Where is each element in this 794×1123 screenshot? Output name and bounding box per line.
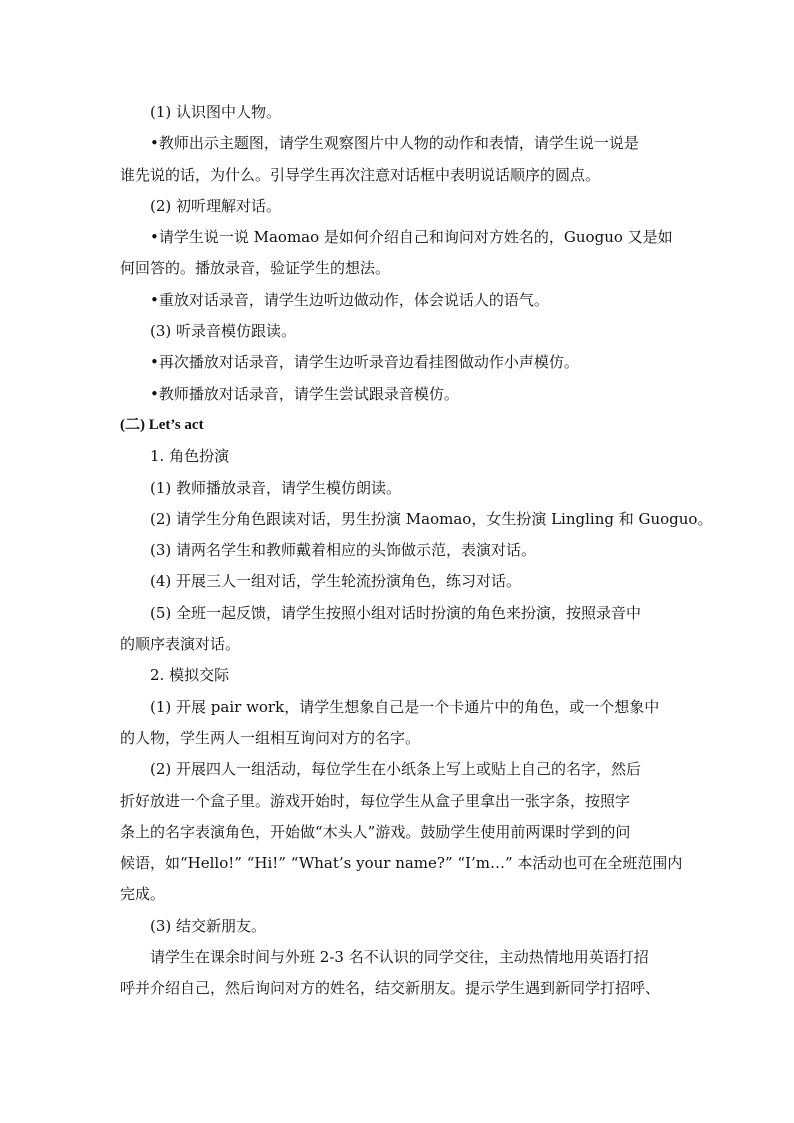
step-item: (2) 开展四人一组活动，每位学生在小纸条上写上或贴上自己的名字，然后: [150, 760, 642, 779]
section-heading-lets-act: (二) Let’s act: [120, 416, 204, 433]
bullet-paragraph: •教师播放对话录音，请学生尝试跟录音模仿。: [150, 384, 459, 403]
activity-heading-simulation: 2. 模拟交际: [150, 666, 230, 685]
subsection-item-2: (2) 初听理解对话。: [150, 196, 282, 215]
paragraph-continuation: 谁先说的话，为什么。引导学生再次注意对话框中表明说话顺序的圆点。: [120, 165, 601, 184]
bullet-paragraph: •再次播放对话录音，请学生边听录音边看挂图做动作小声模仿。: [150, 353, 579, 372]
paragraph-continuation: 呼并介绍自己，然后询问对方的姓名，结交新朋友。提示学生遇到新同学打招呼、: [120, 979, 661, 998]
step-item: (1) 开展 pair work，请学生想象自己是一个卡通片中的角色，或一个想象中: [150, 697, 660, 716]
step-item: (4) 开展三人一组对话，学生轮流扮演角色，练习对话。: [150, 572, 522, 591]
bullet-paragraph: •教师出示主题图，请学生观察图片中人物的动作和表情，请学生说一说是: [150, 134, 639, 153]
subsection-item-3: (3) 听录音模仿跟读。: [150, 322, 297, 341]
step-item: (2) 请学生分角色跟读对话，男生扮演 Maomao，女生扮演 Lingling 和 Guoguo。: [150, 509, 713, 528]
paragraph-continuation: 何回答的。播放录音，验证学生的想法。: [120, 259, 391, 278]
step-item: (5) 全班一起反馈，请学生按照小组对话时扮演的角色来扮演，按照录音中: [150, 603, 642, 622]
document-body: [120, 97, 713, 1005]
step-item: (3) 结交新朋友。: [150, 916, 267, 935]
bullet-paragraph: •请学生说一说 Maomao 是如何介绍自己和询问对方姓名的，Guoguo 又是如: [150, 228, 673, 247]
paragraph-continuation: 折好放进一个盒子里。游戏开始时，每位学生从盒子里拿出一张字条，按照字: [120, 791, 631, 810]
activity-heading-role-play: 1. 角色扮演: [150, 447, 230, 466]
subsection-item-1: (1) 认识图中人物。: [150, 103, 282, 121]
paragraph-continuation: 候语，如“Hello!” “Hi!” “What’s your name?” “I’m…” 本活动也可在全班范围内: [120, 854, 683, 873]
paragraph-continuation: 的人物，学生两人一组相互询问对方的名字。: [120, 728, 421, 747]
paragraph-continuation: 完成。: [120, 885, 166, 904]
paragraph: 请学生在课余时间与外班 2-3 名不认识的同学交往，主动热情地用英语打招: [150, 948, 649, 967]
bullet-paragraph: •重放对话录音，请学生边听边做动作，体会说话人的语气。: [150, 290, 549, 309]
paragraph-continuation: 的顺序表演对话。: [120, 635, 241, 654]
step-item: (1) 教师播放录音，请学生模仿朗读。: [150, 478, 402, 497]
paragraph-continuation: 条上的名字表演角色，开始做“木头人”游戏。鼓励学生使用前两课时学到的问: [120, 822, 631, 841]
step-item: (3) 请两名学生和教师戴着相应的头饰做示范，表演对话。: [150, 541, 537, 560]
